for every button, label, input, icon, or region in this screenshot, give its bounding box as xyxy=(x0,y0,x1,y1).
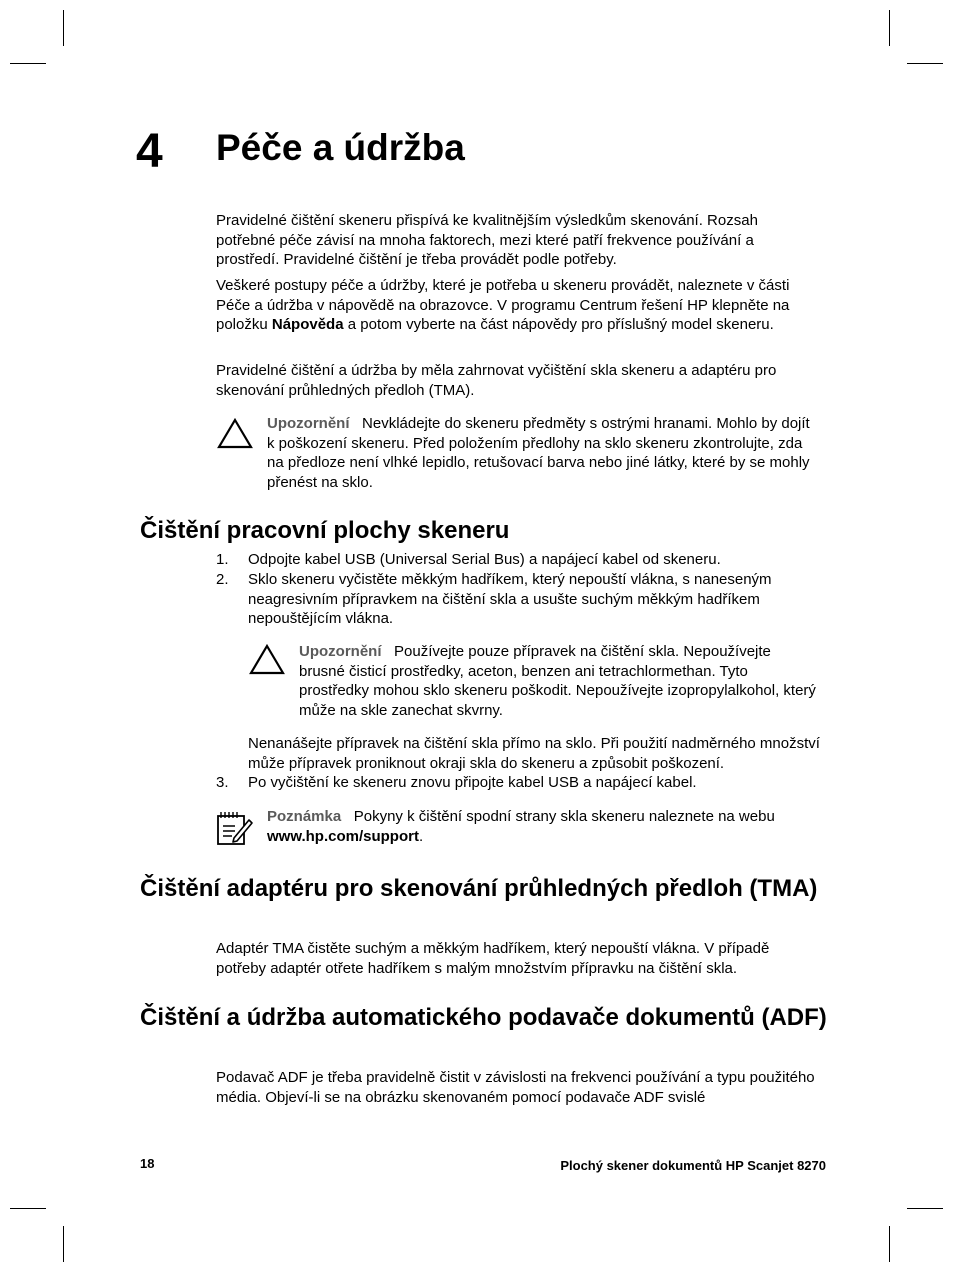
note-pencil-icon xyxy=(216,810,254,848)
note-text: Pokyny k čištění spodní strany skla skeneru naleznete na webu xyxy=(353,808,775,825)
crop-mark xyxy=(907,1208,943,1209)
list-number: 1. xyxy=(216,551,229,568)
adf-text: Podavač ADF je třeba pravidelně čistit v závislosti na frekvenci používání a typu použitého média. Objeví-li se na obrázku skenovaném pomocí podavače ADF svislé xyxy=(216,1069,815,1106)
warning-triangle-icon xyxy=(249,644,285,676)
support-link[interactable]: www.hp.com/support xyxy=(267,827,419,845)
intro-section xyxy=(216,211,816,270)
tma-text: Adaptér TMA čistěte suchým a měkkým hadříkem, který nepouští vlákna. V případě potřeby adaptér otřete hadříkem s malým množstvím přípravku na čištění skla. xyxy=(216,940,770,977)
list-number: 3. xyxy=(216,774,229,791)
after-caution-paragraph xyxy=(248,734,828,773)
crop-mark xyxy=(10,1208,46,1209)
caution-label: Upozornění xyxy=(267,415,350,432)
intro-paragraph-3 xyxy=(216,361,816,400)
crop-mark xyxy=(907,63,943,64)
list-number: 2. xyxy=(216,571,229,588)
crop-mark xyxy=(889,10,890,46)
note-label: Poznámka xyxy=(267,808,342,825)
list-text: Po vyčištění ke skeneru znovu připojte kabel USB a napájecí kabel. xyxy=(248,774,697,791)
help-menu-item: Nápověda xyxy=(271,316,344,333)
footer-product-name: Plochý skener dokumentů HP Scanjet 8270 xyxy=(560,1158,826,1173)
chapter-title: Péče a údržba xyxy=(216,127,465,168)
caution-text: Nevkládejte do skeneru předměty s ostrými hranami. Mohlo by dojít k poškození skeneru. Před položením předlohy na sklo skeneru zkontrolujte, zda na předloze není vlhké lepidlo, retušovací barva nebo jiné látky, které by se mohly přenést na sklo. xyxy=(267,415,810,491)
section-heading-adf: Čištění a údržba automatického podavače dokumentů (ADF) xyxy=(140,1004,827,1031)
intro-paragraph-3-text: Pravidelné čištění a údržba by měla zahrnovat vyčištění skla skeneru a adaptéru pro skenování průhledných předloh (TMA). xyxy=(216,362,777,399)
intro-paragraph-1: Pravidelné čištění skeneru přispívá ke kvalitnějším výsledkům skenování. Rozsah potřebné péče závisí na mnoha faktorech, mezi které patří frekvence používání a prostředí. Pravidelné čištění je třeba provádět podle potřeby. xyxy=(216,212,758,268)
crop-mark xyxy=(889,1226,890,1262)
note-box xyxy=(267,807,817,846)
caution-label: Upozornění xyxy=(299,643,382,660)
crop-mark xyxy=(10,63,46,64)
after-caution-text: Nenanášejte přípravek na čištění skla přímo na sklo. Při použití nadměrného množství může přípravek proniknout okraji skla do skeneru a způsobit poškození. xyxy=(248,735,820,772)
chapter-number: 4 xyxy=(136,125,163,178)
page-number: 18 xyxy=(140,1156,155,1171)
section-heading-scanner-glass: Čištění pracovní plochy skeneru xyxy=(140,517,510,544)
section-heading-tma: Čištění adaptéru pro skenování průhledných předloh (TMA) xyxy=(140,875,818,902)
adf-paragraph xyxy=(216,1068,816,1107)
note-end: . xyxy=(418,827,424,845)
intro-paragraph-2 xyxy=(216,276,816,335)
caution-box-2 xyxy=(299,642,819,720)
list-text: Odpojte kabel USB (Universal Serial Bus) a napájecí kabel od skeneru. xyxy=(248,551,721,568)
warning-triangle-icon xyxy=(217,418,253,450)
crop-mark xyxy=(63,10,64,46)
intro-p2-text-b: a potom vyberte na část nápovědy pro příslušný model skeneru. xyxy=(343,316,774,333)
intro-p2-text-a: Veškeré postupy péče a údržby, které je potřeba u skeneru provádět, naleznete v části Péče a údržba v nápovědě na obrazovce. V programu Centrum řešení HP klepněte na položku xyxy=(216,277,790,333)
list-text: Sklo skeneru vyčistěte měkkým hadříkem, který nepouští vlákna, s naneseným neagresivním přípravkem na čištění skla a usušte suchým měkkým hadříkem nepouštějícím vlákna. xyxy=(248,571,772,627)
caution-text: Používejte pouze přípravek na čištění skla. Nepoužívejte brusné čisticí prostředky, aceton, benzen ani tetrachlormethan. Tyto prostředky mohou sklo skeneru poškodit. Nepoužívejte izopropylalkohol, který může na skle zanechat skvrny. xyxy=(299,643,816,719)
tma-paragraph xyxy=(216,939,816,978)
caution-box-1 xyxy=(267,414,817,492)
crop-mark xyxy=(63,1226,64,1262)
